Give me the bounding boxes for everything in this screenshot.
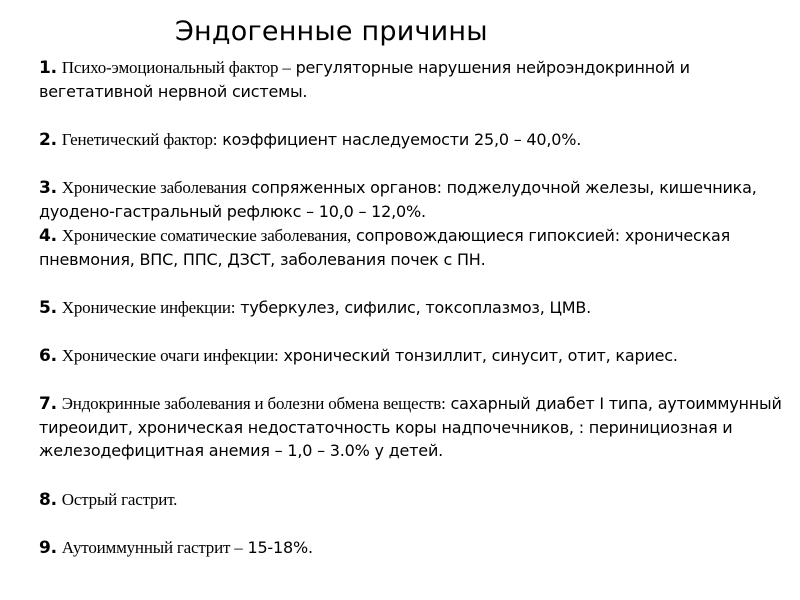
item-lead: Хронические очаги инфекции: bbox=[61, 346, 279, 365]
item-lead: Острый гастрит. bbox=[61, 490, 178, 509]
item-text: 15-18%. bbox=[247, 538, 313, 557]
item-number: 2. bbox=[39, 130, 57, 150]
item-lead: Эндокринные заболевания и болезни обмена веществ: bbox=[61, 394, 446, 413]
slide-title: Эндогенные причины bbox=[175, 16, 488, 47]
item-lead: Психо-эмоциональный фактор – bbox=[61, 58, 291, 77]
list-item bbox=[39, 392, 789, 462]
list-item bbox=[39, 176, 789, 223]
item-text: туберкулез, сифилис, токсоплазмоз, ЦМВ. bbox=[240, 298, 591, 317]
item-number: 5. bbox=[39, 298, 57, 318]
item-lead: Хронические соматические заболевания, bbox=[61, 226, 352, 245]
list-item bbox=[39, 296, 789, 320]
item-text: хронический тонзиллит, синусит, отит, кариес. bbox=[283, 346, 678, 365]
list-item bbox=[39, 56, 789, 103]
item-number: 8. bbox=[39, 490, 57, 510]
list-item bbox=[39, 224, 789, 271]
item-text: коэффициент наследуемости 25,0 – 40,0%. bbox=[222, 130, 582, 149]
item-text: регуляторные нарушения нейроэндокринной и вегетативной нервной системы. bbox=[39, 58, 690, 101]
list-item bbox=[39, 128, 789, 152]
item-text: сопряженных органов: поджелудочной железы, кишечника, дуодено-гастральный рефлюкс – 10,0 – 12,0%. bbox=[39, 178, 757, 221]
list-item bbox=[39, 488, 789, 512]
item-number: 9. bbox=[39, 538, 57, 558]
item-number: 7. bbox=[39, 394, 57, 414]
item-lead: Хронические заболевания bbox=[61, 178, 247, 197]
list-item bbox=[39, 536, 789, 560]
item-text: сопровождающиеся гипоксией: хроническая пневмония, ВПС, ППС, ДЗСТ, заболевания почек с ПН. bbox=[39, 226, 731, 269]
item-number: 3. bbox=[39, 178, 57, 198]
item-number: 6. bbox=[39, 346, 57, 366]
item-number: 1. bbox=[39, 58, 57, 78]
item-number: 4. bbox=[39, 226, 57, 246]
item-lead: Аутоиммунный гастрит – bbox=[61, 538, 243, 557]
item-text: сахарный диабет I типа, аутоиммунный тиреоидит, хроническая недостаточность коры надпочечников, : перинициозная и железодефицитная анемия – 1,0 – 3.0% у детей. bbox=[39, 394, 782, 460]
item-lead: Хронические инфекции: bbox=[61, 298, 236, 317]
item-lead: Генетический фактор: bbox=[61, 130, 218, 149]
list-item bbox=[39, 344, 789, 368]
